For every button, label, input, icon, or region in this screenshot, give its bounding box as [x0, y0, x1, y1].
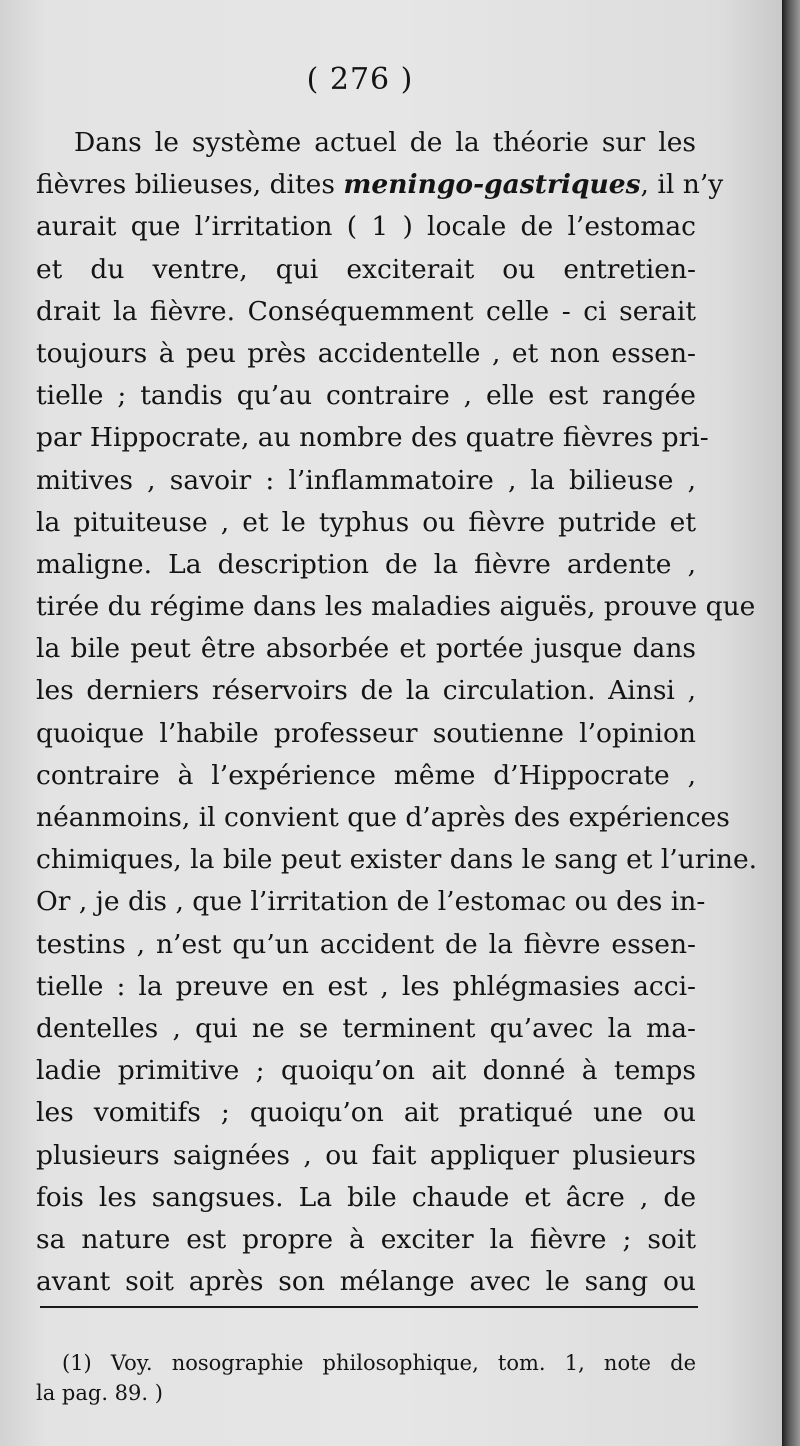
text-segment: la bile peut être absorbée et portée jusque dans [36, 633, 696, 665]
text-segment: les derniers réservoirs de la circulation. Ainsi , [36, 675, 696, 707]
text-segment: testins , n’est qu’un accident de la fièvre essen- [36, 928, 696, 960]
text-segment: aurait que l’irritation ( 1 ) locale de l’estomac [36, 211, 696, 243]
book-gutter-edge [782, 0, 800, 1446]
text-line [36, 755, 696, 797]
text-line [36, 1219, 696, 1261]
text-line [36, 206, 696, 248]
text-line [36, 966, 696, 1008]
text-line [36, 460, 696, 502]
text-segment: fois les sangsues. La bile chaude et âcre , de [36, 1181, 696, 1213]
text-line [36, 502, 696, 544]
text-segment: Dans le système actuel de la théorie sur les [74, 127, 696, 158]
text-segment: sa nature est propre à exciter la fièvre ; soit [36, 1223, 696, 1255]
text-segment: néanmoins, il convient que d’après des expériences [36, 802, 730, 833]
text-segment: par Hippocrate, au nombre des quatre fièvres pri- [36, 422, 709, 454]
text-line [36, 924, 696, 966]
text-segment: mitives , savoir : l’inflammatoire , la bilieuse , [36, 464, 696, 496]
page-number: ( 276 ) [306, 62, 414, 97]
text-line [36, 122, 696, 164]
text-line [36, 586, 756, 628]
text-segment: tielle ; tandis qu’au contraire , elle est rangée [36, 380, 696, 412]
text-segment: tielle : la preuve en est , les phlégmasies acci- [36, 970, 696, 1002]
text-line [36, 713, 696, 755]
text-line [36, 291, 696, 333]
footnote-line: (1) Voy. nosographie philosophique, tom. 1, note de [62, 1351, 696, 1375]
text-segment: , il n’y [640, 169, 724, 201]
text-line [36, 1050, 696, 1092]
text-segment: plusieurs saignées , ou fait appliquer plusieurs [36, 1139, 696, 1171]
text-segment: Or , je dis , que l’irritation de l’estomac ou des in- [36, 886, 706, 918]
text-segment: maligne. La description de la fièvre ardente , [36, 548, 696, 580]
text-line [36, 1135, 696, 1177]
text-line [36, 881, 706, 923]
text-segment: la pituiteuse , et le typhus ou fièvre putride et [36, 506, 696, 538]
text-segment: ladie primitive ; quoiqu’on ait donné à temps [36, 1055, 696, 1087]
text-line [36, 164, 724, 206]
text-line [36, 1177, 696, 1219]
text-segment: contraire à l’expérience même d’Hippocrate , [36, 759, 696, 791]
text-line [36, 670, 696, 712]
text-line [36, 333, 696, 375]
text-line [36, 249, 696, 291]
body-paragraph [36, 122, 758, 1303]
text-line [36, 1092, 696, 1134]
text-segment: fièvres bilieuses, dites [36, 169, 344, 201]
footnote-divider [40, 1306, 698, 1308]
text-line [36, 1261, 696, 1303]
text-line [36, 544, 696, 586]
text-segment: drait la fièvre. Conséquemment celle - ci serait [36, 295, 696, 327]
text-segment: les vomitifs ; quoiqu’on ait pratiqué une ou [36, 1097, 696, 1129]
text-line [36, 839, 758, 881]
text-line [36, 1008, 696, 1050]
text-segment: quoique l’habile professeur soutienne l’opinion [36, 717, 696, 749]
text-line [36, 375, 696, 417]
text-segment: avant soit après son mélange avec le sang ou [36, 1266, 696, 1298]
text-segment: et du ventre, qui exciterait ou entretien- [36, 253, 696, 285]
text-line [36, 628, 696, 670]
emphasized-term: meningo-gastriques [343, 169, 641, 201]
text-segment: toujours à peu près accidentelle , et non essen- [36, 337, 696, 369]
footnote [36, 1348, 696, 1408]
text-segment: dentelles , qui ne se terminent qu’avec la ma- [36, 1012, 696, 1044]
text-line [36, 797, 730, 839]
text-segment: chimiques, la bile peut exister dans le sang et l’urine. [36, 844, 758, 876]
footnote-line: la pag. 89. ) [36, 1381, 163, 1405]
text-line [36, 417, 709, 459]
text-segment: tirée du régime dans les maladies aiguës, prouve que [36, 591, 756, 623]
